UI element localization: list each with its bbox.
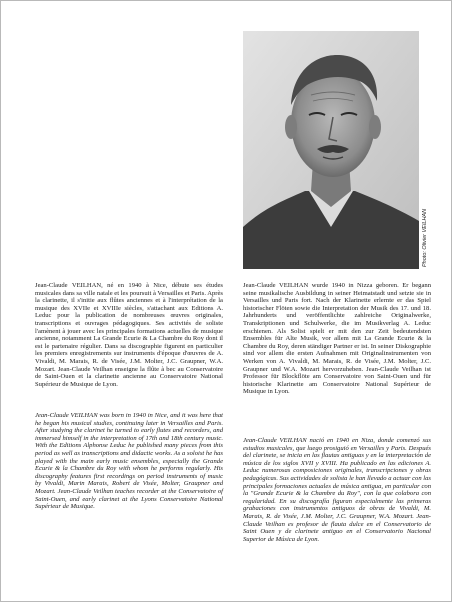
biography-french — [35, 282, 223, 388]
photo-credit: Photo: Olivier VEILHAN — [422, 208, 428, 267]
biography-english-text: Jean-Claude VEILHAN was born in 1940 in Nice, and it was here that he began his musical studies, continuing later in Versailles and Paris. After studying the clarinet he turned to early flutes and recorders, and immersed himself in the interpretation of 17th and 18th century music. With the Editions Alphonse Leduc he published many pieces from this period as well as transcriptions and didactic works. As a soloist he has played with the main early music ensembles, especially the Grande Ecurie & la Chambre du Roy with whom he performs regularly. His discography features first recordings on period instruments of music by Vivaldi, Marin Marais, Robert de Visée, Molter, Graupner and Mozart. Jean-Claude Veilhan teaches recorder at the Conservatoire of Saint-Ouen, and early clarinet at the Lyons Conservatoire National Supérieur de Musique. — [35, 412, 223, 511]
biography-spanish — [243, 437, 431, 543]
biography-german-text: Jean-Claude VEILHAN wurde 1940 in Nizza geboren. Er begann seine musikalische Ausbildung in seiner Heimatstadt und setzte sie in Versailles und Paris fort. Nach der Klarinette erlernte er das Spiel historischer Flöten sowie die Interpretation der Musik des 17. und 18. Jahrhunderts und veröffentlichte zahlreiche Originalwerke, Transkriptionen und Schulwerke, die im Musikverlag A. Leduc erschienen. Als Solist spielt er mit den zur Zeit bedeutendsten Ensembles für Alte Musik, vor allem mit La Grande Ecurie & la Chambre du Roy, deren ständiger Partner er ist. In seiner Diskographie sind vor allem die ersten Aufnahmen mit Originalinstrumenten von Werken von A. Vivaldi, M. Marais, R. de Visée, J.M. Molter, J.C. Graupner und W.A. Mozart hervorzuheben. Jean-Claude Veilhan ist Professor für Blockflöte am Conservatoire von Saint-Ouen und für historische Klarinette am Conservatoire National Supérieur de Musique in Lyon. — [243, 282, 431, 396]
biography-spanish-text: Jean-Claude VEILHAN nació en 1940 en Niza, donde comenzó sus estudios musicales, que luego prosiguió en Versailles y Paris. Después del clarinete, se inicia en las flautas antiguas y en la interpretación de música de los siglos XVII y XVIII. Ha publicado en las ediciones A. Leduc numerosas composiciones originales, transcripciones y obras pedagógicas. Sus actividades de solista le han llevado a actuar con las principales formaciones actuales de música antigua, en particular con la "Grande Ecurie & la Chambre du Roy", con la que colabora con regularidad. En su discografía figuran especialmente las primeras grabaciones con instrumentos antiguos de obras de Vivaldi, M. Marais, R. de Visée, J.M. Molter, J.C. Graupner, W.A. Mozart. Jean-Claude Veilhan es profesor de flauta dulce en el Conservatorio de Saint Ouen y de clarinete antiguo en el Conservatorio Nacional Superior de Música de Lyon. — [243, 437, 431, 543]
portrait-photo — [243, 31, 419, 269]
biography-english — [35, 412, 223, 511]
biography-german — [243, 282, 431, 396]
portrait-illustration — [243, 31, 419, 269]
biography-french-text: Jean-Claude VEILHAN, né en 1940 à Nice, débute ses études musicales dans sa ville natale et les poursuit à Versailles et Paris. Après la clarinette, il s'initie aux flûtes anciennes et à l'interprétation de la musique des XVIIe et XVIIIe siècles, s'attachant aux Editions A. Leduc pour la publication de nombreuses œuvres originales, transcriptions et ouvrages pédagogiques. Ses activités de soliste l'amènent à jouer avec les principales formations actuelles de musique ancienne, notamment La Grande Ecurie & La Chambre du Roy dont il est le partenaire régulier. Dans sa discographie figurent en particulier les premiers enregistrements sur instruments d'époque d'œuvres de A. Vivaldi, M. Marais, R. de Visée, J.M. Molter, J.C. Graupner, W.A. Mozart. Jean-Claude Veilhan enseigne la flûte à bec au Conservatoire de Saint-Ouen et la clarinette ancienne au Conservatoire National Supérieur de Musique de Lyon. — [35, 282, 223, 388]
